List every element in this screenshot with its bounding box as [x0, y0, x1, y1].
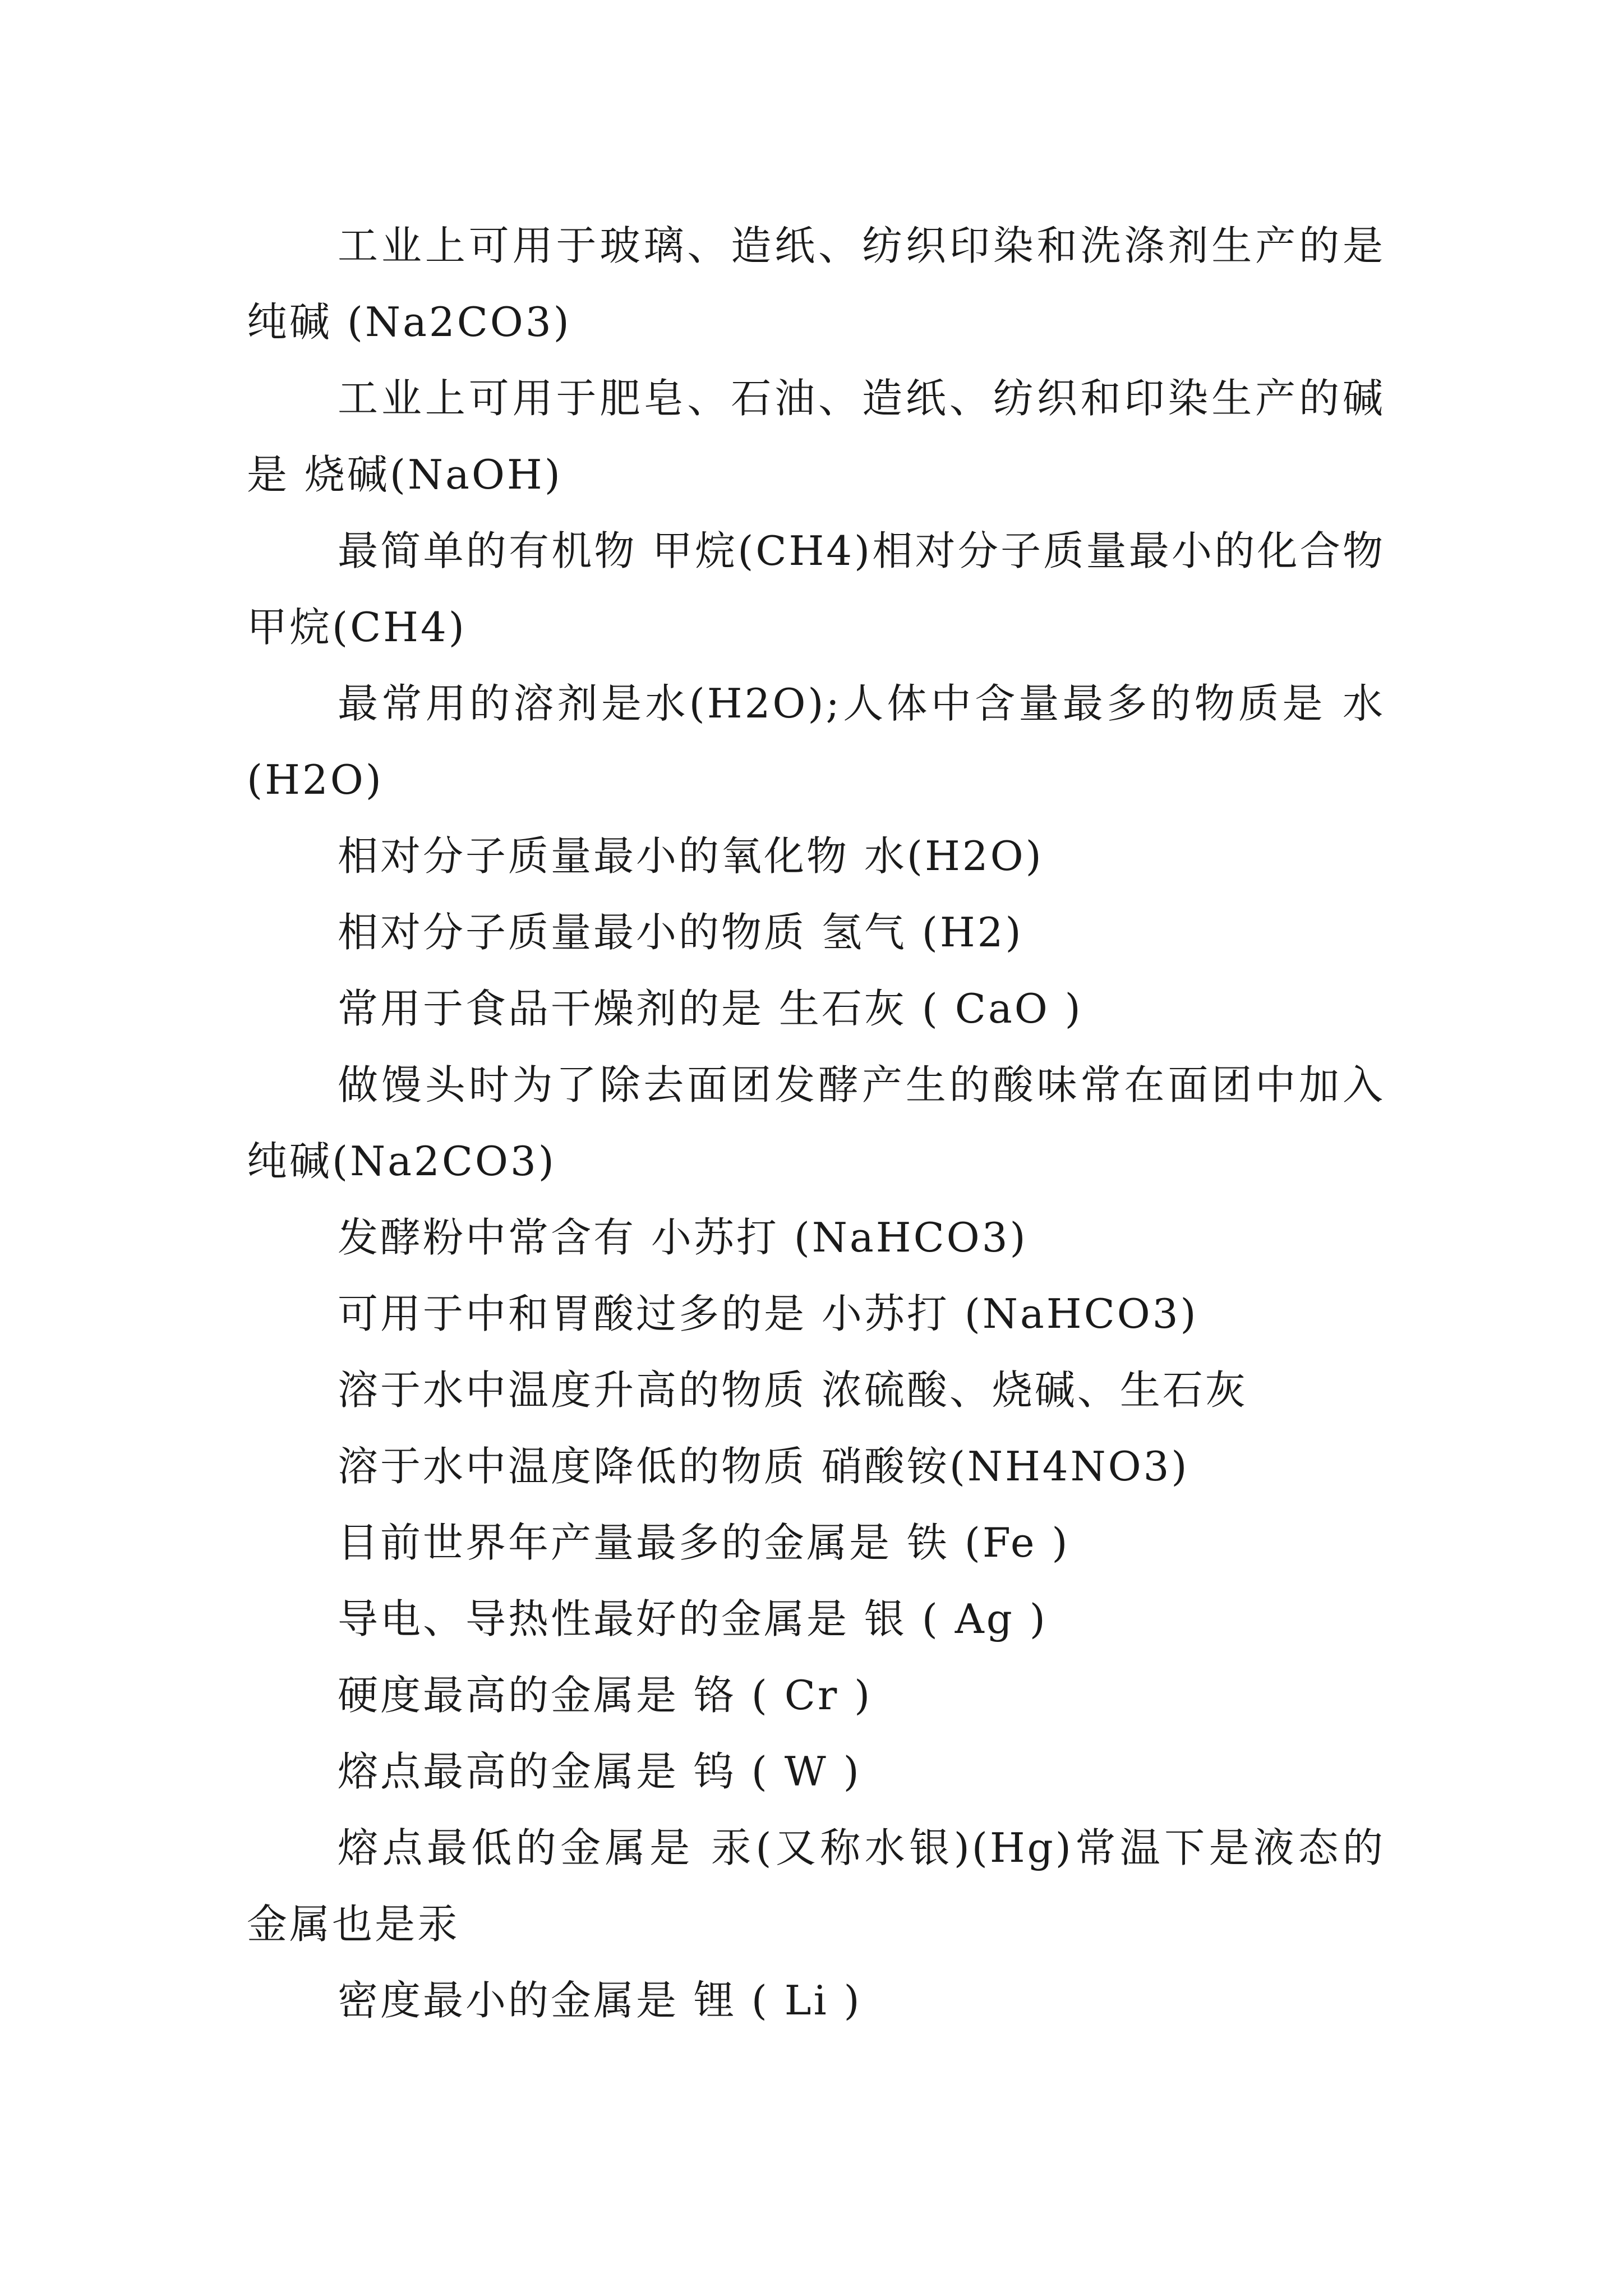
paragraph-food-desiccant: 常用于食品干燥剂的是 生石灰 ( CaO ): [338, 985, 1083, 1032]
paragraph-common-solvent: 最常用的溶剂是水(H2O);人体中含量最多的物质是 水(H2O): [247, 680, 1385, 803]
paragraph-steamed-bun: 做馒头时为了除去面团发酵产生的酸味常在面团中加入 纯碱(Na2CO3): [247, 1061, 1385, 1185]
paragraph-antacid: 可用于中和胃酸过多的是 小苏打 (NaHCO3): [338, 1290, 1198, 1337]
paragraph-endothermic-dissolving: 溶于水中温度降低的物质 硝酸铵(NH4NO3): [338, 1443, 1189, 1490]
paragraph-simplest-organic: 最简单的有机物 甲烷(CH4)相对分子质量最小的化合物甲烷(CH4): [247, 527, 1385, 651]
paragraph-soda-ash-uses: 工业上可用于玻璃、造纸、纺织印染和洗涤剂生产的是纯碱 (Na2CO3): [247, 222, 1385, 346]
paragraph-best-conductor-metal: 导电、导热性最好的金属是 银 ( Ag ): [338, 1595, 1048, 1642]
paragraph-smallest-substance: 相对分子质量最小的物质 氢气 (H2): [338, 909, 1023, 956]
paragraph-caustic-soda-uses: 工业上可用于肥皂、石油、造纸、纺织和印染生产的碱是 烧碱(NaOH): [247, 375, 1385, 498]
paragraph-hardest-metal: 硬度最高的金属是 铬 ( Cr ): [338, 1672, 873, 1719]
paragraph-baking-powder: 发酵粉中常含有 小苏打 (NaHCO3): [338, 1214, 1028, 1261]
paragraph-lowest-melting-metal: 熔点最低的金属是 汞(又称水银)(Hg)常温下是液态的金属也是汞: [247, 1824, 1385, 1948]
paragraph-smallest-oxide: 相对分子质量最小的氧化物 水(H2O): [338, 832, 1044, 880]
paragraph-highest-melting-metal: 熔点最高的金属是 钨 ( W ): [338, 1748, 861, 1795]
paragraph-exothermic-dissolving: 溶于水中温度升高的物质 浓硫酸、烧碱、生石灰: [338, 1366, 1248, 1414]
paragraph-most-produced-metal: 目前世界年产量最多的金属是 铁 (Fe ): [338, 1519, 1070, 1566]
paragraph-lightest-metal: 密度最小的金属是 锂 ( Li ): [338, 1977, 862, 2024]
document-body: [247, 208, 1385, 2039]
